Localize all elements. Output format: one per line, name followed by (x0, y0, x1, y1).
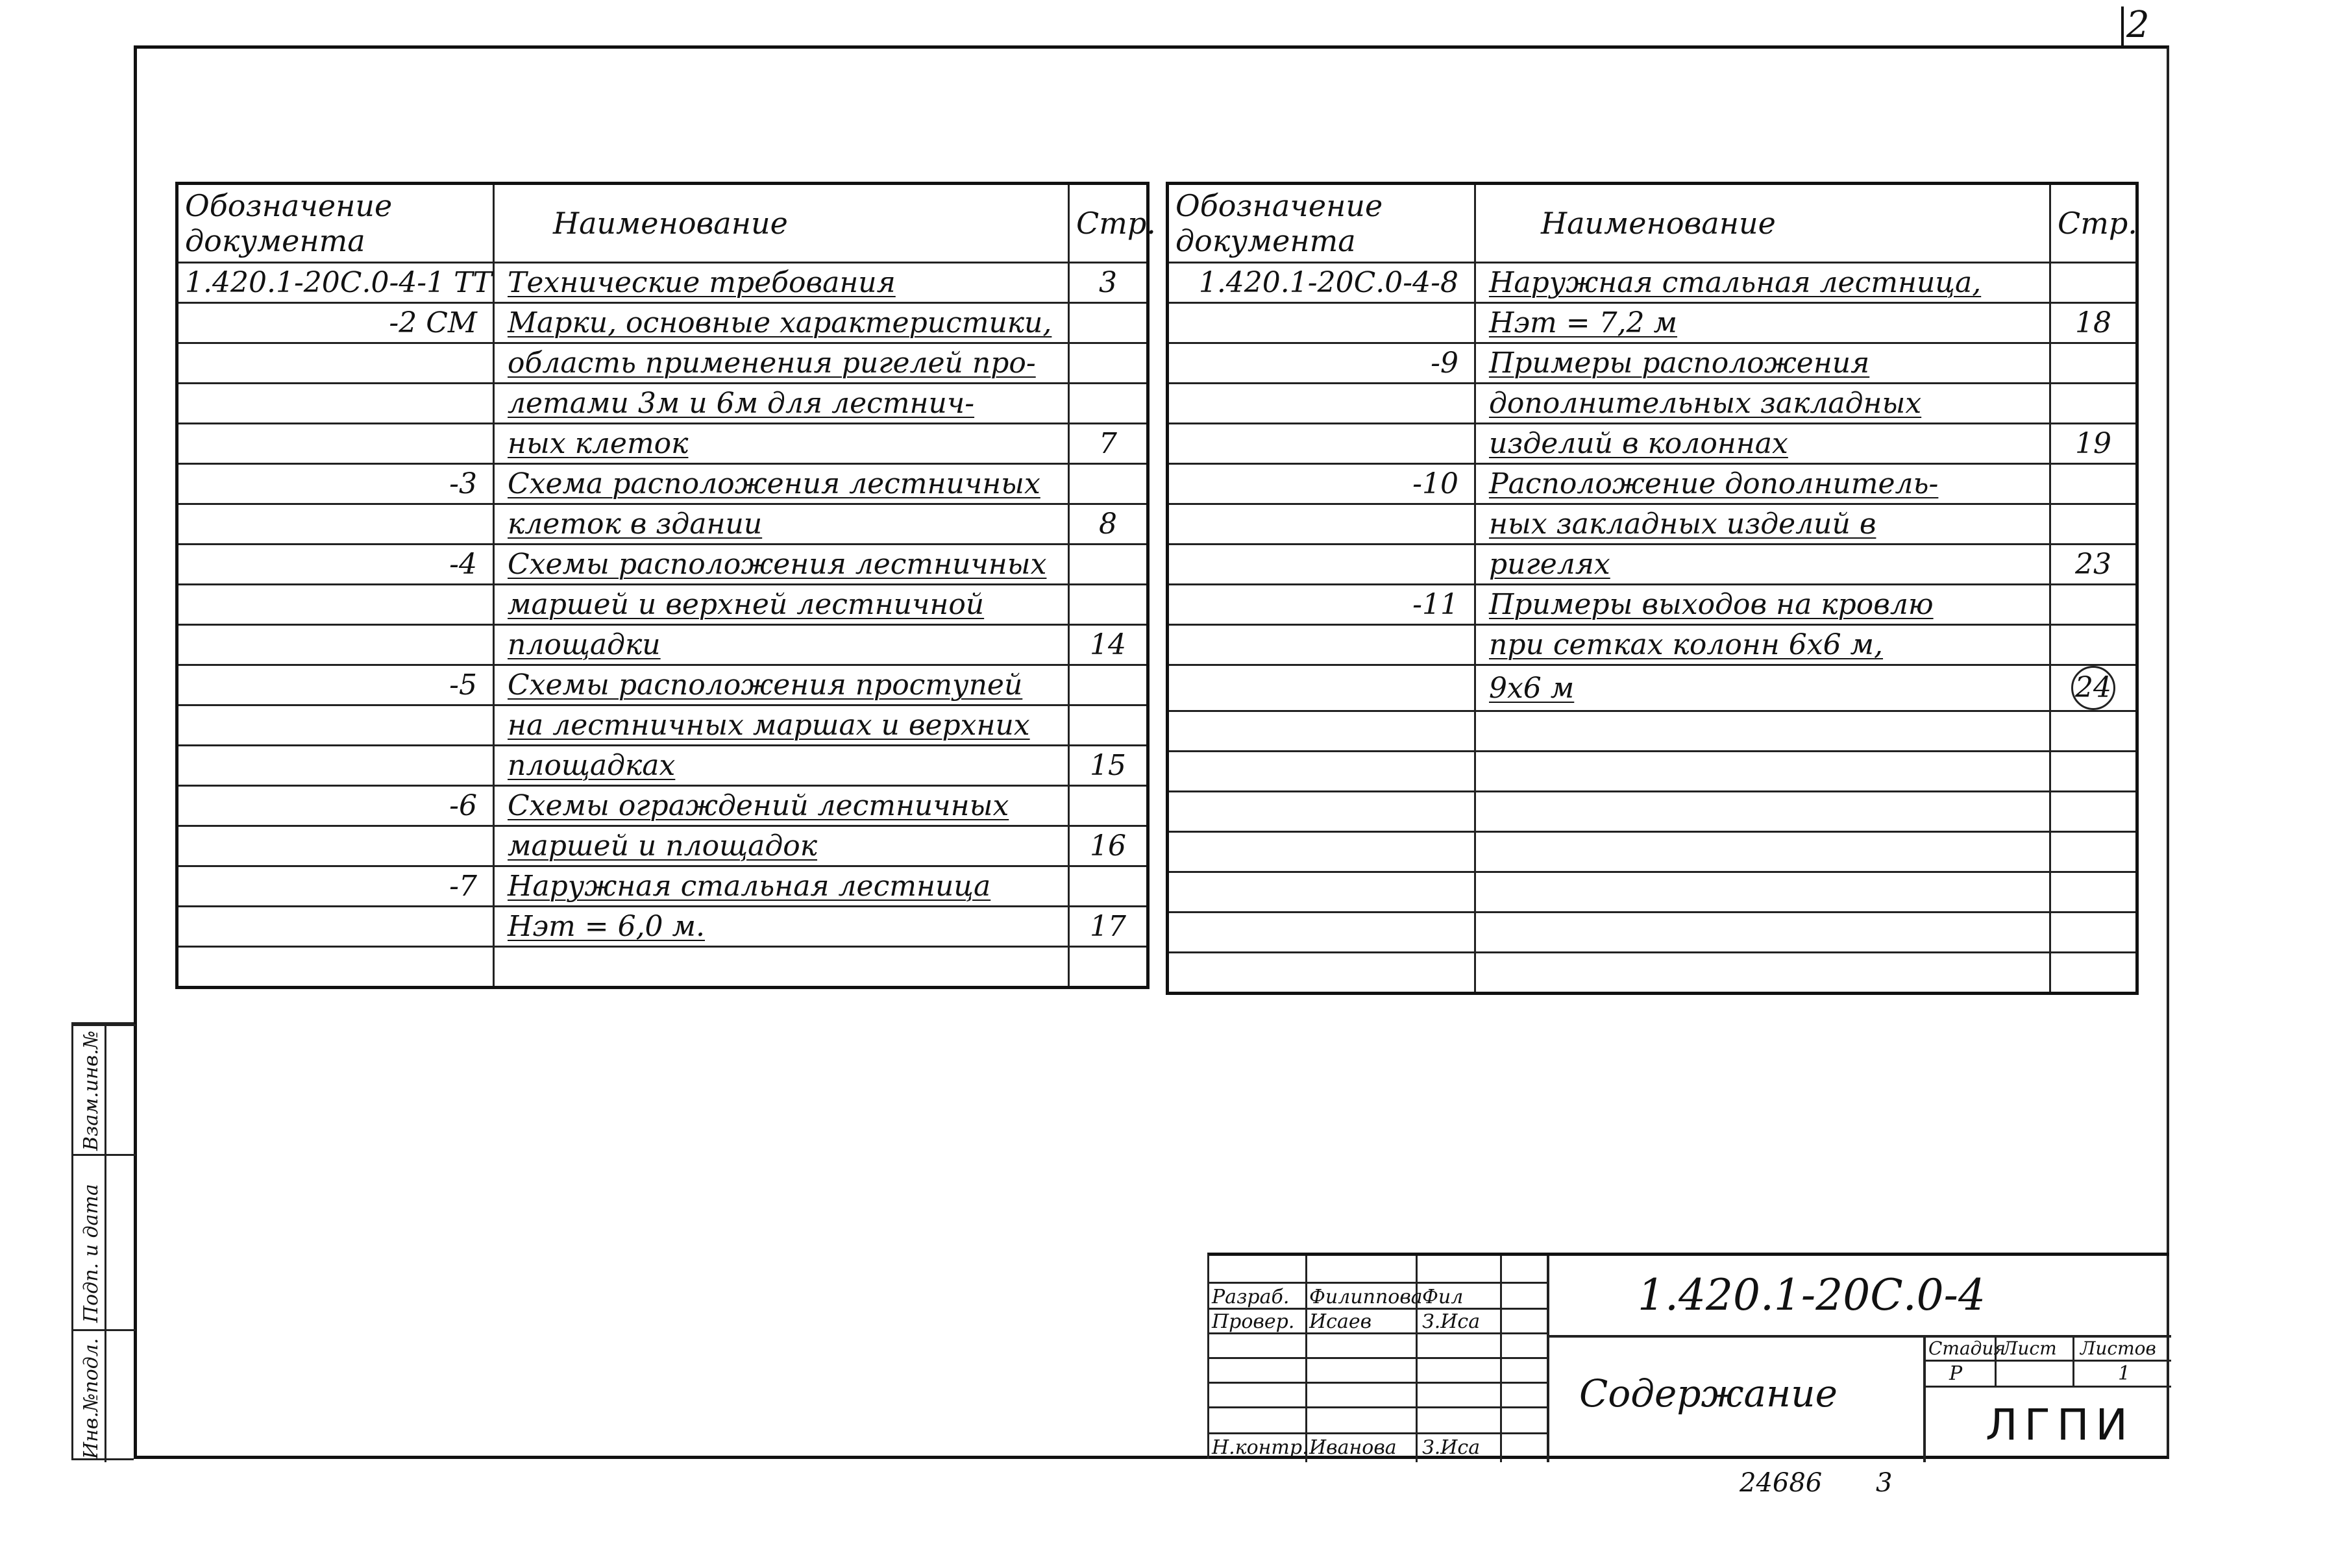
table-row (1168, 384, 2137, 424)
row-designation (1168, 711, 1475, 752)
table-row (1168, 303, 2137, 343)
row-name (494, 343, 1069, 384)
row-name (494, 464, 1069, 504)
row-designation (1168, 665, 1475, 711)
row-name-text: ных клеток (508, 427, 689, 460)
row-page-text: 19 (2075, 427, 2111, 460)
row-name (1475, 953, 2050, 994)
header-page: Стр. (1069, 184, 1148, 263)
row-page-text: 7 (1099, 427, 1117, 460)
row-name (1475, 585, 2050, 625)
row-designation (1168, 953, 1475, 994)
row-page (2050, 263, 2137, 303)
table-row (1168, 424, 2137, 464)
header-name: Наименование (494, 184, 1069, 263)
row-designation (177, 866, 494, 907)
row-name (1475, 504, 2050, 545)
table-row (177, 343, 1148, 384)
row-page-text: 17 (1090, 910, 1126, 943)
row-page (1069, 504, 1148, 545)
row-designation (1168, 424, 1475, 464)
row-name (494, 826, 1069, 866)
row-page-text: 18 (2075, 306, 2111, 339)
sign-norm-control: З.Иса (1422, 1436, 1481, 1459)
table-row (1168, 832, 2137, 872)
row-name-text: дополнительных закладных (1489, 387, 1922, 420)
row-name-text: Примеры расположения (1489, 347, 1870, 380)
row-page (1069, 545, 1148, 585)
row-page-text: 15 (1090, 749, 1126, 782)
row-designation (1168, 464, 1475, 504)
table-row (177, 786, 1148, 826)
row-page (1069, 343, 1148, 384)
row-name (494, 705, 1069, 746)
row-designation-text: -6 (449, 789, 477, 822)
table-row (1168, 504, 2137, 545)
row-name-text: площадки (508, 628, 661, 661)
header-page: Стр. (2050, 184, 2137, 263)
table-row (177, 424, 1148, 464)
sign-developer: Фил (1422, 1286, 1464, 1308)
table-row (177, 464, 1148, 504)
table-row (177, 625, 1148, 665)
row-name-text: Примеры выходов на кровлю (1489, 588, 1934, 621)
row-name-text: Нэт = 6,0 м. (508, 910, 706, 943)
row-designation (1168, 752, 1475, 792)
role-norm-control: Н.контр. (1212, 1436, 1309, 1459)
row-name (494, 746, 1069, 786)
row-name (494, 504, 1069, 545)
row-page (2050, 711, 2137, 752)
row-page (1069, 424, 1148, 464)
row-page (2050, 872, 2137, 913)
sheets-value: 1 (2118, 1362, 2131, 1385)
row-name-text: клеток в здании (508, 508, 763, 541)
row-page (2050, 792, 2137, 832)
approval-strip (71, 1022, 134, 1460)
row-name-text: на лестничных маршах и верхних (508, 709, 1030, 742)
contents-table-left (175, 182, 1156, 989)
row-page (2050, 343, 2137, 384)
row-designation (177, 545, 494, 585)
row-name (494, 424, 1069, 464)
document-code: 1.420.1-20С.0-4 (1638, 1270, 1986, 1320)
row-name (494, 384, 1069, 424)
sign-checker: З.Иса (1422, 1310, 1481, 1333)
row-designation-text: -10 (1412, 467, 1458, 500)
row-page (2050, 504, 2137, 545)
row-page (1069, 263, 1148, 303)
row-name (1475, 625, 2050, 665)
row-name (494, 866, 1069, 907)
row-designation (177, 263, 494, 303)
row-designation (177, 464, 494, 504)
row-name-text: маршей и площадок (508, 829, 818, 863)
row-name-text: 9х6 м (1489, 671, 1575, 705)
row-page (2050, 303, 2137, 343)
table-row (1168, 953, 2137, 994)
table-row (1168, 585, 2137, 625)
row-name (1475, 752, 2050, 792)
row-name (1475, 303, 2050, 343)
row-name-text: Марки, основные характеристики, (508, 306, 1052, 339)
row-designation (177, 424, 494, 464)
row-page (2050, 625, 2137, 665)
row-page-text: 23 (2075, 548, 2111, 581)
row-name (1475, 792, 2050, 832)
row-page (1069, 907, 1148, 947)
row-designation-text: -7 (449, 870, 477, 903)
row-name (494, 947, 1069, 988)
inv-no-label: Инв.№подл. (80, 1338, 103, 1459)
row-page (2050, 384, 2137, 424)
row-designation (177, 786, 494, 826)
row-page (2050, 545, 2137, 585)
document-title: Содержание (1579, 1371, 1838, 1415)
table-row (177, 746, 1148, 786)
table-row (177, 826, 1148, 866)
row-page (2050, 832, 2137, 872)
row-name-text: Нэт = 7,2 м (1489, 306, 1678, 339)
row-page-text: 14 (1090, 628, 1126, 661)
row-name-text: Технические требования (508, 266, 896, 299)
organization: ЛГПИ (1986, 1400, 2134, 1450)
row-page (1069, 464, 1148, 504)
row-page (2050, 752, 2137, 792)
row-name (1475, 384, 2050, 424)
row-designation-text: -5 (449, 668, 477, 702)
role-checker: Провер. (1212, 1310, 1295, 1333)
row-designation-text: -9 (1431, 347, 1458, 380)
row-designation-text: -2 СМ (389, 306, 477, 339)
row-page (2050, 585, 2137, 625)
row-name (1475, 343, 2050, 384)
contents-table-right (1166, 182, 2139, 995)
table-row (1168, 545, 2137, 585)
row-designation (177, 947, 494, 988)
row-designation (177, 343, 494, 384)
row-designation (1168, 913, 1475, 953)
row-designation-text: 1.420.1-20С.0-4-8 (1198, 266, 1458, 299)
row-name (494, 585, 1069, 625)
row-page-text: 3 (1099, 266, 1117, 299)
row-designation (1168, 263, 1475, 303)
row-name (1475, 872, 2050, 913)
row-name-text: ных закладных изделий в (1489, 508, 1876, 541)
row-name (494, 625, 1069, 665)
row-name (1475, 665, 2050, 711)
row-name (1475, 424, 2050, 464)
table-row (1168, 792, 2137, 832)
table-row (177, 585, 1148, 625)
row-designation (177, 504, 494, 545)
name-norm-control: Иванова (1309, 1436, 1397, 1459)
row-name-text: Схемы ограждений лестничных (508, 789, 1009, 822)
row-name-text: изделий в колоннах (1489, 427, 1788, 460)
stage-value: Р (1949, 1362, 1963, 1385)
row-designation-text: -11 (1412, 588, 1458, 621)
row-page (2050, 913, 2137, 953)
row-designation (177, 665, 494, 705)
row-page (2050, 665, 2137, 711)
row-name-text: Наружная стальная лестница (508, 870, 991, 903)
name-checker: Исаев (1309, 1310, 1372, 1333)
page-number: 2 (2126, 4, 2150, 46)
row-designation (177, 705, 494, 746)
row-name-text: площадках (508, 749, 676, 782)
row-page (1069, 303, 1148, 343)
table-row (177, 263, 1148, 303)
sheets-label: Листов (2080, 1338, 2156, 1359)
title-block (1207, 1253, 2169, 1459)
row-page (1069, 665, 1148, 705)
row-designation (1168, 625, 1475, 665)
row-designation (177, 625, 494, 665)
row-page (2050, 424, 2137, 464)
row-name (494, 907, 1069, 947)
row-designation (1168, 832, 1475, 872)
row-page (1069, 585, 1148, 625)
row-designation (1168, 384, 1475, 424)
name-developer: Филиппова (1309, 1286, 1423, 1308)
table-row (177, 705, 1148, 746)
row-page (1069, 866, 1148, 907)
row-page (1069, 705, 1148, 746)
page-number-tick (2121, 6, 2124, 45)
row-name (494, 786, 1069, 826)
row-page-text: 8 (1099, 508, 1117, 541)
row-name-text: Расположение дополнитель- (1489, 467, 1939, 500)
table-row (1168, 913, 2137, 953)
row-page-text: 16 (1090, 829, 1126, 863)
replace-inv-label: Взам.инв.№ (80, 1030, 103, 1151)
row-designation (1168, 545, 1475, 585)
row-designation (1168, 303, 1475, 343)
table-row (177, 866, 1148, 907)
stage-label: Стадия (1928, 1338, 2006, 1359)
sheet-label: Лист (2002, 1338, 2057, 1359)
table-row (177, 665, 1148, 705)
row-designation (177, 907, 494, 947)
row-name-text: Схема расположения лестничных (508, 467, 1040, 500)
copy-number: 3 (1876, 1468, 1893, 1498)
row-page (2050, 464, 2137, 504)
table-row (1168, 464, 2137, 504)
row-name (494, 263, 1069, 303)
row-page (1069, 826, 1148, 866)
row-name-text: область применения ригелей про- (508, 347, 1036, 380)
row-name-text: Схемы расположения лестничных (508, 548, 1047, 581)
row-name (494, 545, 1069, 585)
table-row (177, 545, 1148, 585)
row-name-text: Схемы расположения проступей (508, 668, 1023, 702)
row-designation (177, 826, 494, 866)
row-designation (177, 303, 494, 343)
row-designation-text: -4 (449, 548, 477, 581)
header-designation: Обозначение документа (177, 184, 494, 263)
row-designation (1168, 792, 1475, 832)
row-name (494, 303, 1069, 343)
archive-number: 24686 (1740, 1468, 1823, 1498)
table-row (1168, 625, 2137, 665)
row-designation (177, 384, 494, 424)
row-designation (1168, 343, 1475, 384)
table-header (177, 184, 1148, 263)
table-row (1168, 872, 2137, 913)
row-page (1069, 384, 1148, 424)
role-developer: Разраб. (1212, 1286, 1290, 1308)
row-designation-text: 1.420.1-20С.0-4-1 ТТ (185, 266, 492, 299)
row-name (1475, 711, 2050, 752)
row-page (2050, 953, 2137, 994)
header-name: Наименование (1475, 184, 2050, 263)
row-name (1475, 263, 2050, 303)
row-designation (1168, 585, 1475, 625)
table-row (177, 303, 1148, 343)
row-name (494, 665, 1069, 705)
row-designation (1168, 504, 1475, 545)
sign-date-label: Подп. и дата (80, 1184, 103, 1323)
header-designation: Обозначение документа (1168, 184, 1475, 263)
row-name-text: маршей и верхней лестничной (508, 588, 985, 621)
row-name-text: летами 3м и 6м для лестнич- (508, 387, 975, 420)
table-row (1168, 711, 2137, 752)
row-name (1475, 913, 2050, 953)
row-name-text: ригелях (1489, 548, 1610, 581)
row-designation (1168, 872, 1475, 913)
table-row (1168, 752, 2137, 792)
circled-page-number: 24 (2071, 666, 2115, 710)
row-page (1069, 746, 1148, 786)
table-row (1168, 263, 2137, 303)
row-name (1475, 464, 2050, 504)
row-name (1475, 545, 2050, 585)
table-row (177, 384, 1148, 424)
row-page (1069, 786, 1148, 826)
table-row (177, 504, 1148, 545)
row-page (1069, 947, 1148, 988)
row-name (1475, 832, 2050, 872)
row-page (1069, 625, 1148, 665)
table-row (1168, 343, 2137, 384)
row-name-text: Наружная стальная лестница, (1489, 266, 1982, 299)
table-row (177, 907, 1148, 947)
table-row (1168, 665, 2137, 711)
row-designation-text: -3 (449, 467, 477, 500)
row-name-text: при сетках колонн 6х6 м, (1489, 628, 1884, 661)
table-header (1168, 184, 2137, 263)
row-designation (177, 746, 494, 786)
table-row (177, 947, 1148, 988)
row-designation (177, 585, 494, 625)
